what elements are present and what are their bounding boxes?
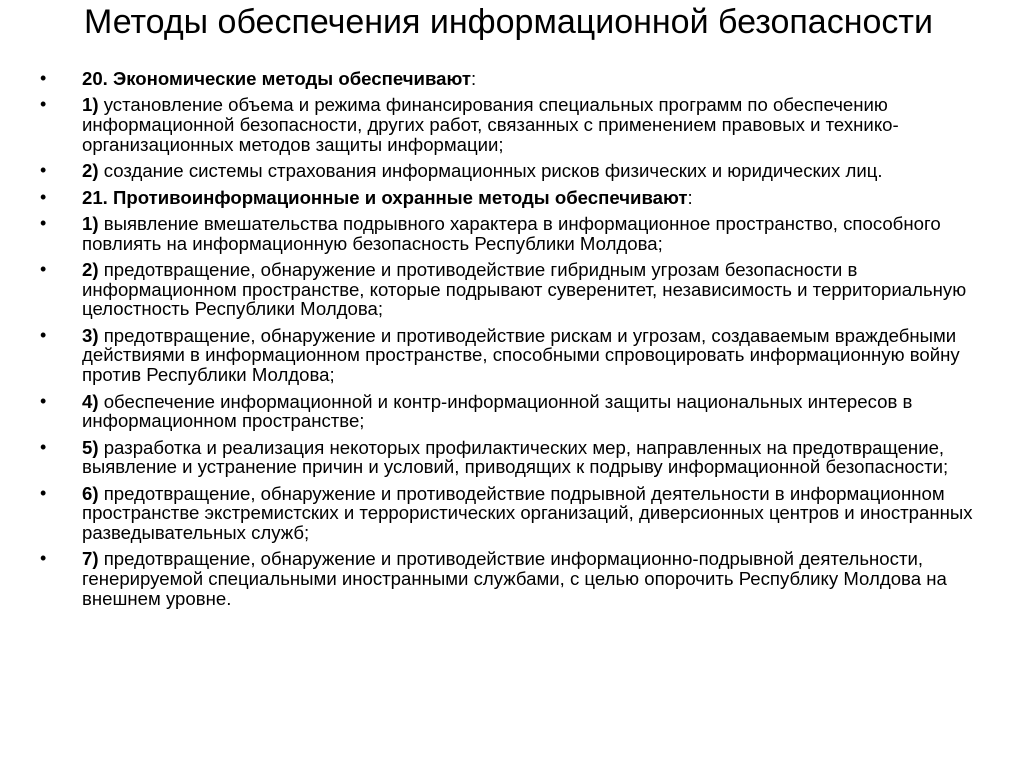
item-number: 3) [82, 324, 99, 346]
bullet-icon: • [40, 213, 47, 234]
bullet-icon: • [40, 68, 47, 88]
item-text: предотвращение, обнаружение и противодействие информационно-подрывной деятельности, генерируемой специальными иностранными службами, с целью опорочить Республику Молдова на внешнем уровне. [82, 548, 947, 609]
section-heading: 21. Противоинформационные и охранные методы обеспечивают [82, 186, 688, 208]
item-number: 2) [82, 160, 99, 182]
list-item [40, 95, 990, 154]
list-item [40, 161, 990, 181]
item-text: установление объема и режима финансирования специальных программ по обеспечению информационной безопасности, других работ, связанных с применением правовых и технико-организационных методов защиты информации; [82, 94, 899, 155]
list-item [40, 326, 990, 385]
list-item [40, 188, 990, 208]
bullet-icon: • [40, 548, 47, 569]
section-heading: 20. Экономические методы обеспечивают [82, 68, 471, 89]
bullet-icon: • [40, 160, 47, 181]
item-number: 2) [82, 259, 99, 281]
item-text: создание системы страхования информационных рисков физических и юридических лиц. [98, 160, 883, 182]
list-item [40, 260, 990, 319]
item-number: 4) [82, 390, 99, 412]
bullet-icon: • [40, 324, 47, 345]
bullet-icon: • [40, 94, 47, 115]
item-number: 1) [82, 213, 99, 235]
item-text: обеспечение информационной и контр-информационной защиты национальных интересов в информационном пространстве; [82, 390, 913, 432]
bullet-icon: • [40, 259, 47, 280]
bullet-icon: • [40, 436, 47, 457]
bullet-icon: • [40, 482, 47, 503]
bullet-list [40, 69, 990, 615]
slide-title: Методы обеспечения информационной безопасности [84, 3, 933, 41]
bullet-icon: • [40, 390, 47, 411]
item-text: : [471, 68, 477, 89]
list-item [40, 69, 990, 89]
item-text: предотвращение, обнаружение и противодействие рискам и угрозам, создаваемым враждебными действиями в информационном пространстве, способными спровоцировать информационную войну против Республики Молдова; [82, 324, 960, 386]
item-text: разработка и реализация некоторых профилактических мер, направленных на предотвращение, выявление и устранение причин и условий, приводящих к подрыву информационной безопасности; [82, 436, 949, 478]
item-text: предотвращение, обнаружение и противодействие подрывной деятельности в информационном пространстве экстремистских и террористических организаций, диверсионных центров и иностранных разведывательных служб; [82, 482, 973, 543]
list-item [40, 438, 990, 477]
item-text: : [687, 186, 693, 208]
list-item [40, 392, 990, 431]
item-text: предотвращение, обнаружение и противодействие гибридным угрозам безопасности в информационном пространстве, которые подрывают суверенитет, независимость и территориальную целостность Республики Молдова; [82, 259, 967, 320]
list-item [40, 549, 990, 608]
item-number: 1) [82, 94, 99, 116]
item-number: 5) [82, 436, 99, 458]
list-item [40, 484, 990, 543]
list-item [40, 214, 990, 253]
item-number: 6) [82, 482, 99, 504]
item-number: 7) [82, 548, 99, 570]
item-text: выявление вмешательства подрывного характера в информационное пространство, способного повлиять на информационную безопасность Республики Молдова; [82, 213, 941, 254]
bullet-icon: • [40, 186, 47, 207]
